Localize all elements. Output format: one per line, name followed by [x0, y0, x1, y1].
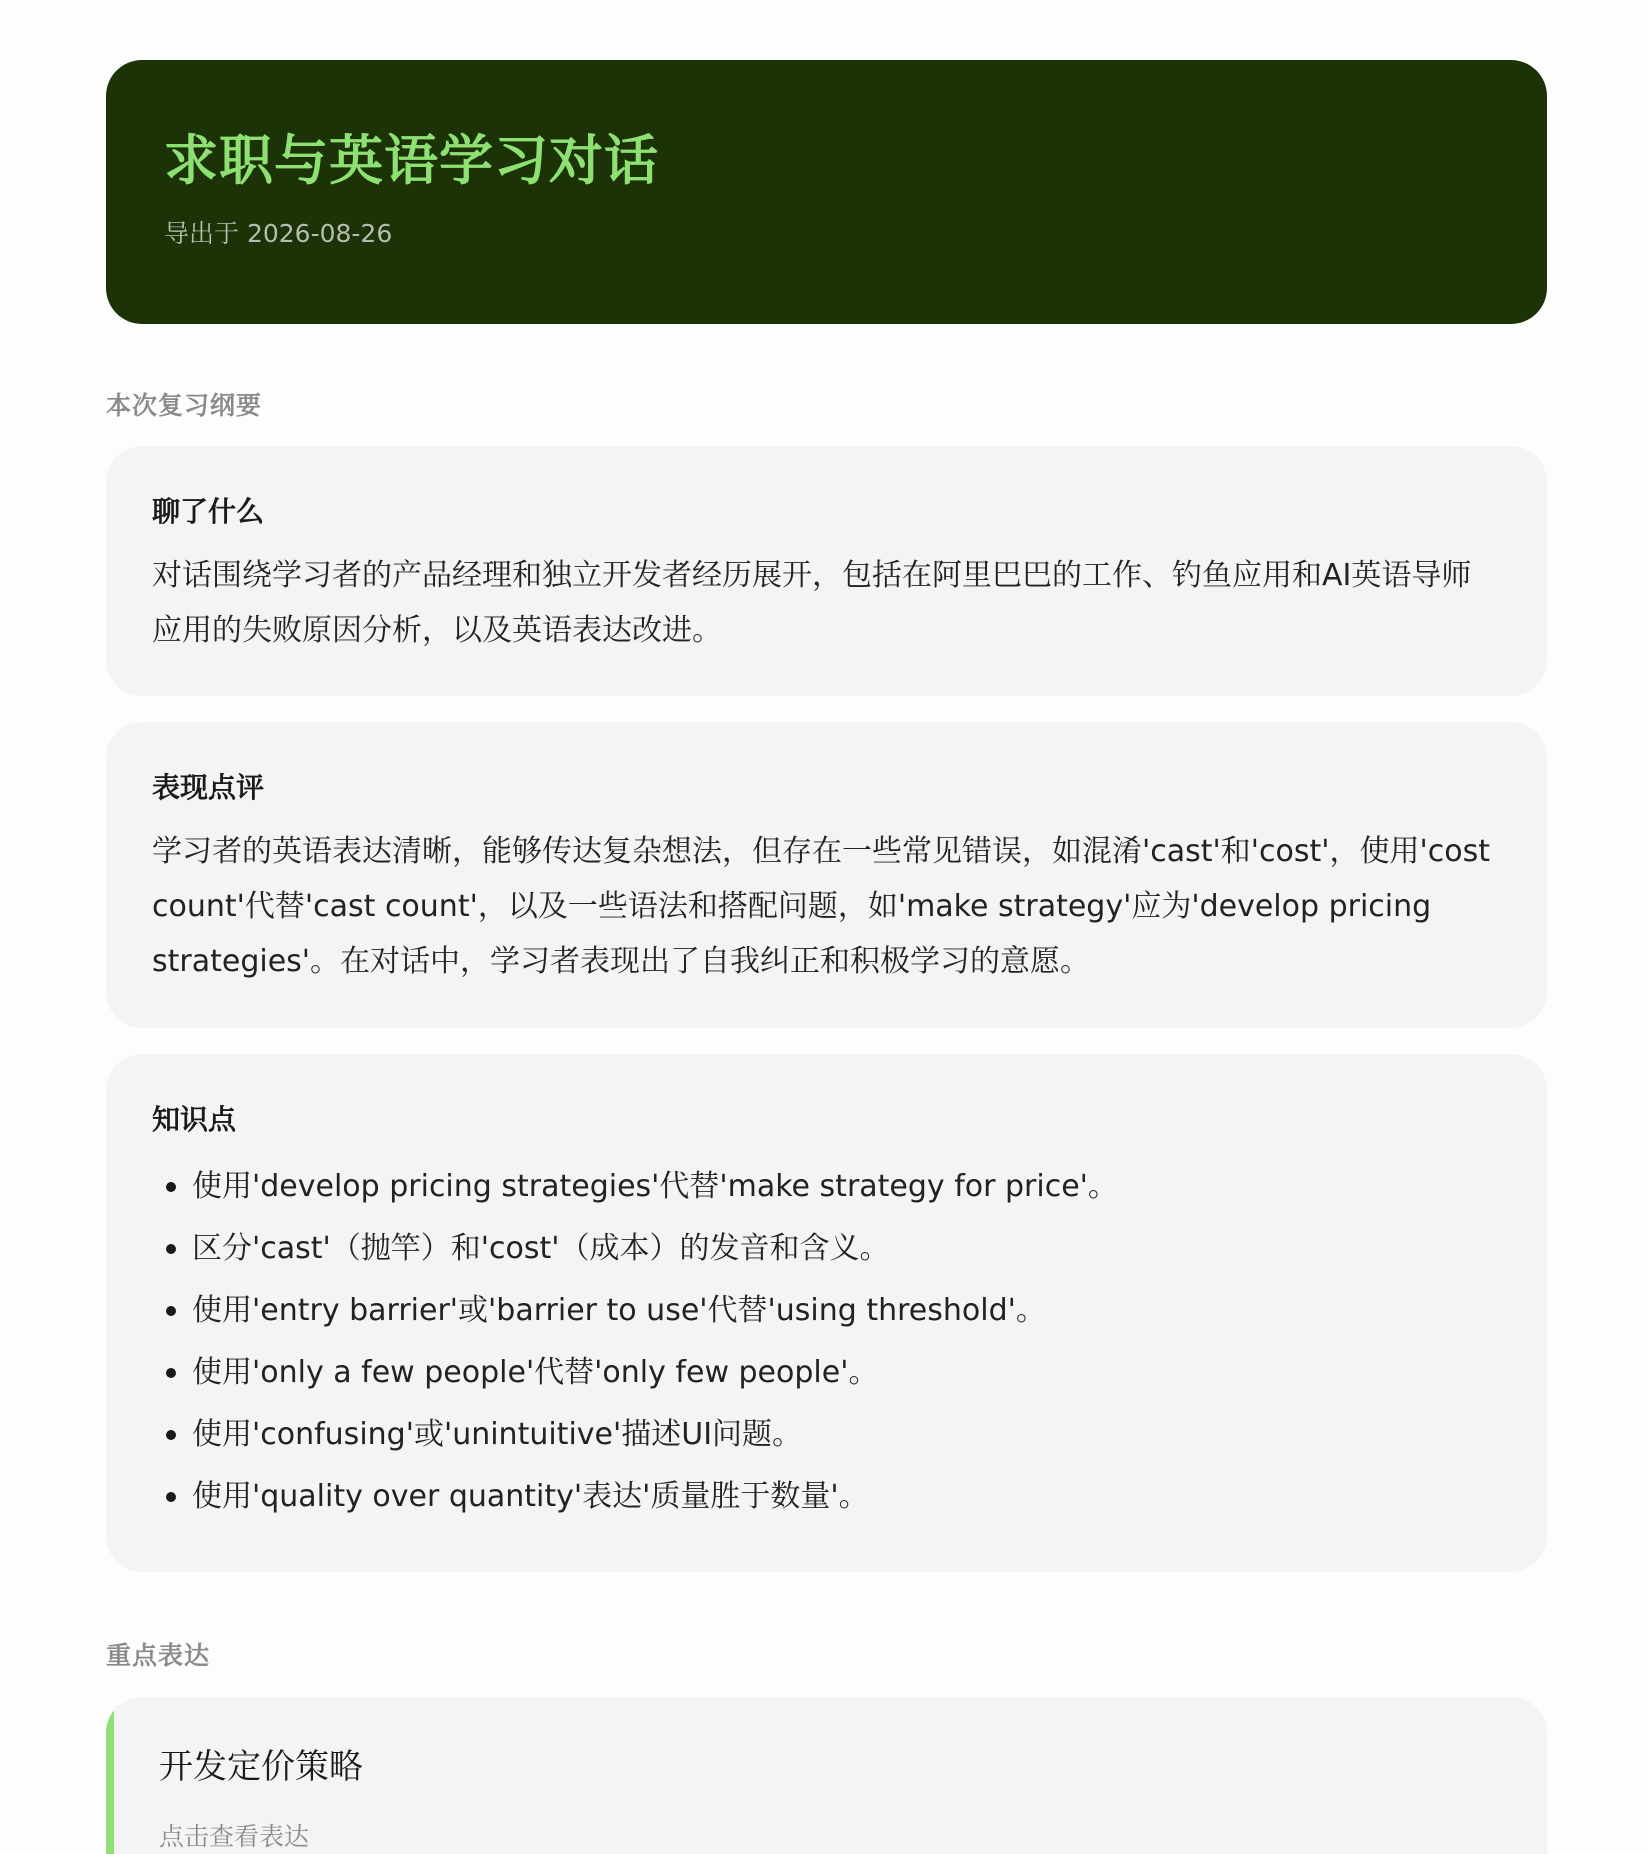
knowledge-item-text: 使用'confusing'或'unintuitive'描述UI问题。 — [192, 1417, 803, 1452]
summary-body: 对话围绕学习者的产品经理和独立开发者经历展开，包括在阿里巴巴的工作、钓鱼应用和AI英语导师应用的失败原因分析，以及英语表达改进。 — [152, 558, 1472, 648]
bullet-icon — [166, 1244, 176, 1254]
knowledge-item — [152, 1156, 1501, 1218]
knowledge-item-text: 区分'cast'（抛竿）和'cost'（成本）的发音和含义。 — [192, 1231, 890, 1266]
knowledge-item-text: 使用'only a few people'代替'only few people'。 — [192, 1355, 879, 1390]
bullet-icon — [166, 1306, 176, 1316]
knowledge-item-text: 使用'develop pricing strategies'代替'make strategy for price'。 — [192, 1169, 1118, 1204]
review-title: 表现点评 — [152, 771, 265, 804]
expression-card[interactable] — [106, 1697, 1547, 1854]
outline-heading: 本次复习纲要 — [106, 391, 263, 420]
expression-title: 开发定价策略 — [159, 1747, 363, 1787]
knowledge-item — [152, 1466, 1501, 1528]
expression-reveal-hint[interactable]: 点击查看表达 — [159, 1822, 310, 1851]
knowledge-item — [152, 1280, 1501, 1342]
knowledge-title: 知识点 — [152, 1103, 237, 1136]
review-card — [106, 722, 1547, 1028]
header-banner — [106, 60, 1547, 324]
expression-accent-bar — [106, 1697, 114, 1854]
bullet-icon — [166, 1492, 176, 1502]
export-date: 导出于 2026-08-26 — [164, 219, 393, 248]
knowledge-item — [152, 1404, 1501, 1466]
bullet-icon — [166, 1430, 176, 1440]
bullet-icon — [166, 1368, 176, 1378]
summary-title: 聊了什么 — [152, 495, 265, 528]
knowledge-card — [106, 1054, 1547, 1572]
key-expressions-heading: 重点表达 — [106, 1641, 211, 1670]
bullet-icon — [166, 1182, 176, 1192]
summary-card — [106, 446, 1547, 696]
knowledge-item-text: 使用'quality over quantity'表达'质量胜于数量'。 — [192, 1479, 869, 1514]
page-title: 求职与英语学习对话 — [164, 129, 659, 192]
knowledge-list — [152, 1156, 1501, 1528]
knowledge-item — [152, 1218, 1501, 1280]
knowledge-item — [152, 1342, 1501, 1404]
review-body: 学习者的英语表达清晰，能够传达复杂想法，但存在一些常见错误，如混淆'cast'和'cost'，使用'cost count'代替'cast count'，以及一些语法和搭配问题，如'make strategy'应为'develop pricing strategies'。在对话中，学习者表现出了自我纠正和积极学习的意愿。 — [152, 834, 1490, 979]
knowledge-item-text: 使用'entry barrier'或'barrier to use'代替'using threshold'。 — [192, 1293, 1046, 1328]
